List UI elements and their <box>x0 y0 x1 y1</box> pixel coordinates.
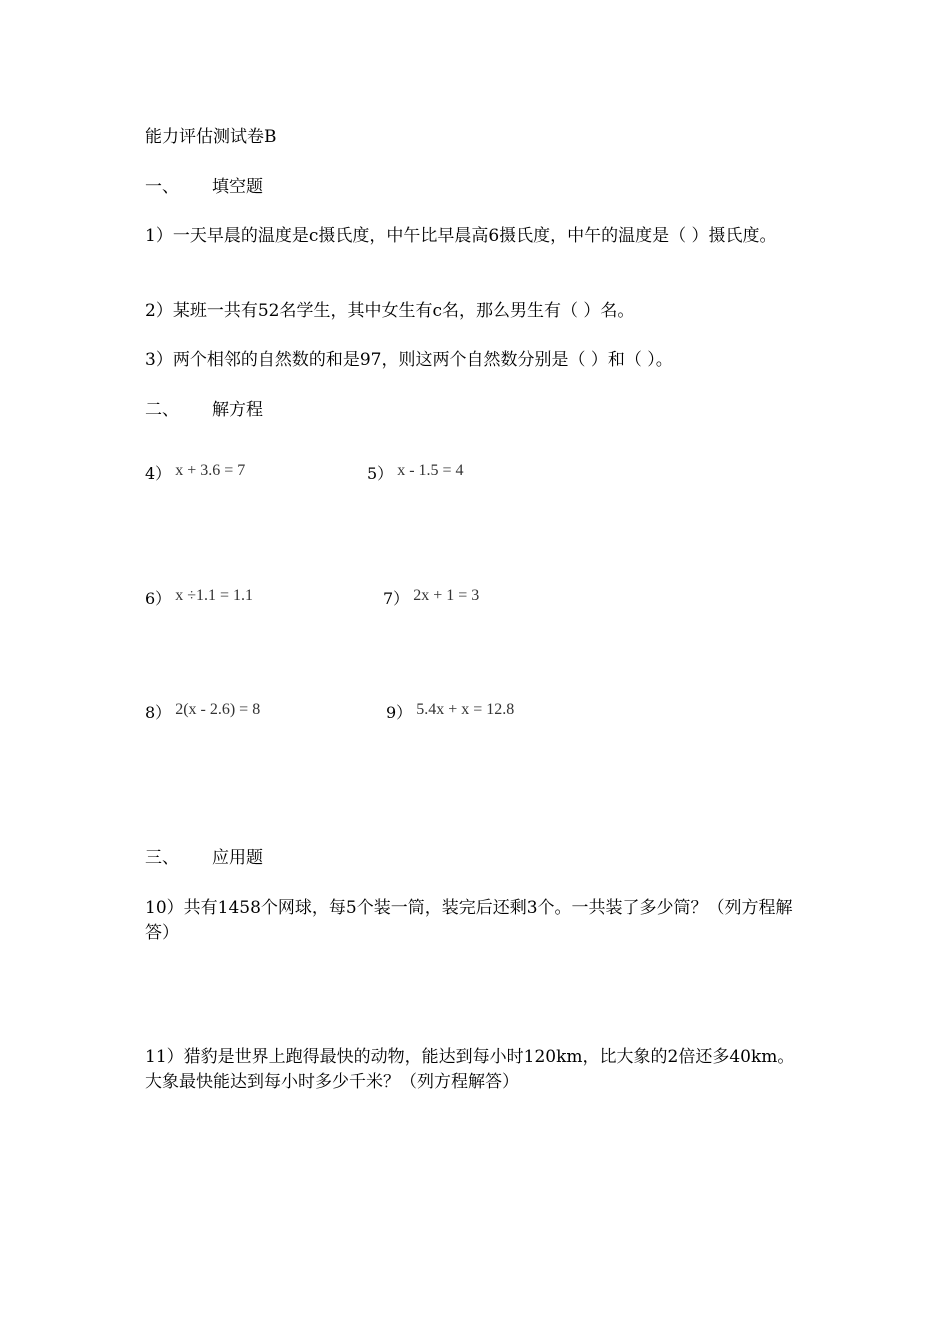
equation-6 <box>145 588 253 611</box>
equation-4 <box>145 463 245 486</box>
section-heading-equations <box>145 398 263 422</box>
equation-expression: x ÷1.1 = 1.1 <box>175 587 253 604</box>
page-title: 能力评估测试卷B <box>145 127 277 147</box>
equation-label: 9） <box>386 703 413 722</box>
equation-expression: x + 3.6 = 7 <box>175 462 246 479</box>
equation-9 <box>386 702 514 725</box>
equation-label: 7） <box>383 589 410 608</box>
section-heading-fill-blank <box>145 175 263 199</box>
equation-expression: 2(x - 2.6) = 8 <box>175 701 261 718</box>
equation-label: 4） <box>145 464 172 483</box>
question-10: 10）共有1458个网球，每5个装一筒，装完后还剩3个。一共装了多少筒？（列方程解答） <box>145 898 793 943</box>
question-3: 3）两个相邻的自然数的和是97，则这两个自然数分别是（ ）和（ ）。 <box>145 350 673 370</box>
equation-label: 8） <box>145 703 172 722</box>
section-number: 一、 <box>145 177 179 197</box>
equation-expression: x - 1.5 = 4 <box>397 462 464 479</box>
equation-7 <box>383 588 479 611</box>
equation-label: 6） <box>145 589 172 608</box>
section-name: 解方程 <box>212 400 263 420</box>
equation-5 <box>367 463 464 486</box>
equation-expression: 2x + 1 = 3 <box>413 587 480 604</box>
section-name: 应用题 <box>212 848 263 868</box>
question-1: 1）一天早晨的温度是c摄氏度，中午比早晨高6摄氏度，中午的温度是（ ）摄氏度。 <box>145 226 777 246</box>
equation-8 <box>145 702 260 725</box>
equation-expression: 5.4x + x = 12.8 <box>416 701 515 718</box>
section-name: 填空题 <box>212 177 263 197</box>
section-heading-applications <box>145 846 263 870</box>
question-2: 2）某班一共有52名学生，其中女生有c名，那么男生有（ ）名。 <box>145 301 635 321</box>
equation-label: 5） <box>367 464 394 483</box>
section-number: 二、 <box>145 400 179 420</box>
question-11: 11）猎豹是世界上跑得最快的动物，能达到每小时120km，比大象的2倍还多40km。大象最快能达到每小时多少千米？（列方程解答） <box>145 1047 795 1092</box>
section-number: 三、 <box>145 848 179 868</box>
